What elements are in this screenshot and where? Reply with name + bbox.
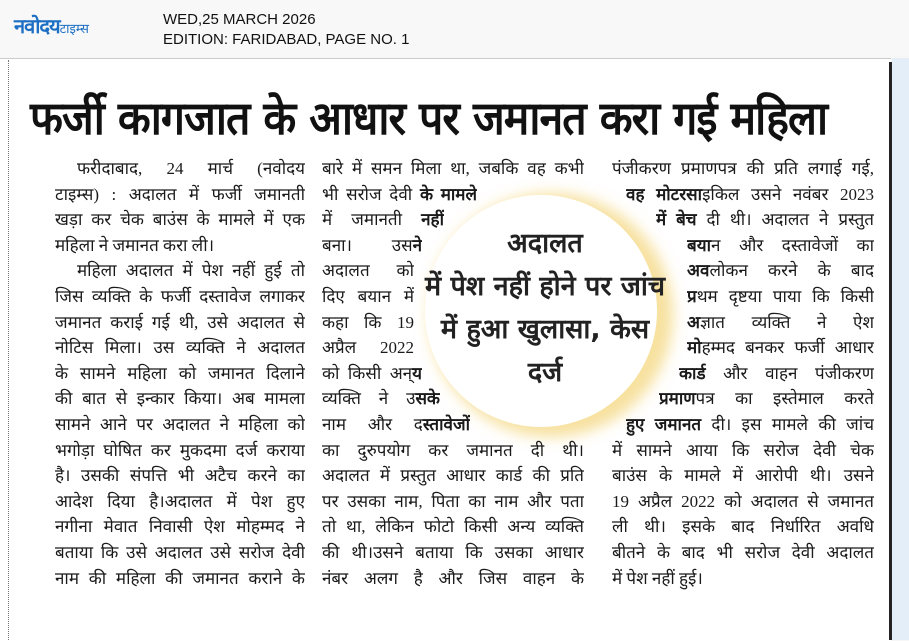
article-line <box>55 182 305 208</box>
line-text: अप्रैल 2022 <box>322 338 414 358</box>
article-line <box>55 335 305 361</box>
bold-text: हुए जमानत <box>626 414 702 434</box>
line-text: इकिल उसने नवंबर 2023 <box>702 184 874 204</box>
line-text: महिला ने जमानत करा ली। <box>55 235 215 255</box>
edition-info <box>163 10 409 50</box>
article-line <box>687 284 874 310</box>
article-line <box>322 412 470 438</box>
article-line <box>322 463 584 489</box>
line-text: को किसी अन् <box>322 363 413 383</box>
article-line <box>322 386 440 412</box>
line-text: का दुरुपयोग कर जमानत दी थी। <box>322 440 584 460</box>
logo-sub: टाइम्स <box>59 22 89 37</box>
line-text: अदालत में प्रस्तुत आधार कार्ड की प्रति <box>322 466 584 486</box>
article-line <box>612 489 874 515</box>
line-text: नंबर अलग है और जिस वाहन के <box>322 568 584 588</box>
article-line <box>659 386 874 412</box>
line-text: के सामने महिला को जमानत दिलाने <box>55 363 305 383</box>
line-text: दी थी। अदालत ने प्रस्तुत <box>696 210 874 230</box>
edition-name: EDITION: FARIDABAD, PAGE NO. 1 <box>163 31 410 48</box>
page-background-right <box>892 58 909 640</box>
article-line <box>612 514 874 540</box>
article-line <box>687 335 874 361</box>
line-text: खड़ा कर चेक बाउंस के मामले में एक <box>55 210 305 230</box>
line-text: टाइम्स) : अदालत में फर्जी जमानती <box>55 184 305 204</box>
bold-text: स्तावेजों <box>422 414 470 434</box>
line-text: जमानत कराई गई थी, उसे अदालत से <box>55 312 305 332</box>
article-line <box>55 566 305 592</box>
line-text: में सामने आया कि सरोज देवी चेक <box>612 440 874 460</box>
line-text: भगोड़ा घोषित कर मुकदमा दर्ज कराया <box>55 440 305 460</box>
article-line <box>687 310 874 336</box>
article-line <box>612 540 874 566</box>
line-text: ली थी। इसके बाद निर्धारित अवधि <box>612 517 874 537</box>
line-text: और वाहन पंजीकरण <box>705 363 874 383</box>
bold-text: नहीं <box>421 210 444 230</box>
bold-text: प्र <box>687 286 697 306</box>
line-text: फरीदाबाद, 24 मार्च (नवोदय <box>77 159 305 178</box>
line-text: बताया कि उसे अदालत उसे सरोज देवी <box>55 542 305 562</box>
article-line <box>322 310 414 336</box>
bold-text: य <box>412 363 422 383</box>
bold-text: वह मोटरसा <box>626 184 703 204</box>
article-line <box>322 438 584 464</box>
article-line <box>322 182 477 208</box>
newspaper-logo[interactable] <box>14 12 89 39</box>
pull-quote-line: अदालत <box>507 228 583 259</box>
article-line <box>626 412 874 438</box>
line-text: ज्ञात व्यक्ति ने ऐश <box>700 312 874 332</box>
pull-quote-line: में पेश नहीं होने पर जांच <box>424 271 666 302</box>
article-line <box>626 182 874 208</box>
article-line <box>679 361 874 387</box>
line-text: कहा कि 19 <box>322 312 414 332</box>
bold-text: के मामले <box>419 184 477 204</box>
article-line <box>656 207 874 233</box>
line-text: आदेश दिया है।अदालत में पेश हुए <box>55 491 305 511</box>
line-text: की थी।उसने बताया कि उसका आधार <box>322 542 584 562</box>
pull-quote-line: दर्ज <box>527 357 563 388</box>
article-line <box>612 156 874 182</box>
line-text: सामने आने पर अदालत ने महिला को <box>55 414 305 434</box>
article-line <box>322 361 422 387</box>
pull-quote-line: में हुआ खुलासा, केस <box>440 314 650 345</box>
line-text: में जमानती <box>322 210 422 230</box>
article-line <box>687 258 874 284</box>
line-text: जिस व्यक्ति के फर्जी दस्तावेज लगाकर <box>55 286 305 306</box>
line-text: भी सरोज देवी <box>322 184 420 204</box>
article-line <box>322 335 414 361</box>
article-line <box>612 438 874 464</box>
article-line <box>55 386 305 412</box>
line-text: नाम और द <box>322 414 423 434</box>
bold-text: बया <box>687 235 711 255</box>
line-text: पर उसका नाम, पिता का नाम और पता <box>322 491 584 511</box>
line-text: दी। इस मामले की जांच <box>701 414 874 434</box>
article-line <box>55 258 305 284</box>
line-text: बना। उस <box>322 235 413 255</box>
article-line <box>55 412 305 438</box>
logo-main: नवोदय <box>14 14 60 38</box>
article-line <box>322 489 584 515</box>
article-column-1 <box>55 156 305 591</box>
article-line <box>322 566 584 592</box>
article-line <box>55 514 305 540</box>
line-text: की बात से इन्कार किया। अब मामला <box>55 389 305 409</box>
article-line <box>322 233 422 259</box>
line-text: अदालत को <box>322 261 414 281</box>
article-line <box>55 233 305 259</box>
line-text: बीतने के बाद भी सरोज देवी अदालत <box>612 542 874 562</box>
line-text: नाम की महिला की जमानत कराने के <box>55 568 305 588</box>
article-headline: फर्जी कागजात के आधार पर जमानत करा गई महिला <box>30 91 828 145</box>
article-line <box>55 463 305 489</box>
article-line <box>55 156 305 182</box>
line-text: 19 अप्रैल 2022 को अदालत से जमानत <box>612 491 874 511</box>
line-text: नगीना मेवात निवासी ऐश मोहम्मद ने <box>55 517 305 537</box>
clip-left-border <box>8 60 9 640</box>
line-text: लोकन करने के बाद <box>709 261 874 281</box>
article-line <box>322 207 444 233</box>
article-line <box>55 438 305 464</box>
article-line <box>55 284 305 310</box>
line-text: महिला अदालत में पेश नहीं हुई तो <box>77 261 305 281</box>
article-line <box>612 463 874 489</box>
line-text: में पेश नहीं हुई। <box>612 568 703 588</box>
article-line <box>612 566 874 592</box>
line-text: दिए बयान में <box>322 286 414 306</box>
article-line <box>322 156 584 182</box>
bold-text: में बेच <box>656 210 697 230</box>
line-text: थम दृष्टया पाया कि किसी <box>696 286 874 306</box>
line-text: तो था, लेकिन फोटो किसी अन्य व्यक्ति <box>322 517 584 537</box>
article-line <box>55 207 305 233</box>
line-text: हम्मद बनकर फर्जी आधार <box>701 338 874 358</box>
bold-text: कार्ड <box>679 363 706 383</box>
line-text: पंजीकरण प्रमाणपत्र की प्रति लगाई गई, <box>612 159 874 178</box>
article-line <box>322 514 584 540</box>
article-line <box>55 540 305 566</box>
line-text: बारे में समन मिला था, जबकि वह कभी <box>322 159 584 178</box>
masthead-bar <box>0 0 909 56</box>
bold-text: मो <box>687 338 702 358</box>
bold-text: अव <box>687 261 710 281</box>
article-line <box>55 361 305 387</box>
bold-text: प्रमाण <box>659 389 696 409</box>
line-text: न और दस्तावेजों का <box>710 235 874 255</box>
edition-date: WED,25 MARCH 2026 <box>163 11 316 28</box>
line-text: है। उसकी संपत्ति भी अटैच करने का <box>55 466 305 486</box>
line-text: बाउंस के मामले में आरोपी थी। उसने <box>612 466 874 486</box>
article-line <box>687 233 874 259</box>
article-line <box>322 258 414 284</box>
line-text: व्यक्ति ने उ <box>322 389 416 409</box>
bold-text: ने <box>412 235 422 255</box>
line-text: पत्र का इस्तेमाल करते <box>695 389 874 409</box>
article-line <box>322 284 414 310</box>
article-line <box>55 310 305 336</box>
article-column-2 <box>322 156 584 591</box>
bold-text: अ <box>687 312 700 332</box>
article-column-3 <box>612 156 874 591</box>
line-text: नोटिस मिला। उस व्यक्ति ने अदालत <box>55 338 305 358</box>
bold-text: सके <box>415 389 440 409</box>
article-line <box>55 489 305 515</box>
article-line <box>322 540 584 566</box>
